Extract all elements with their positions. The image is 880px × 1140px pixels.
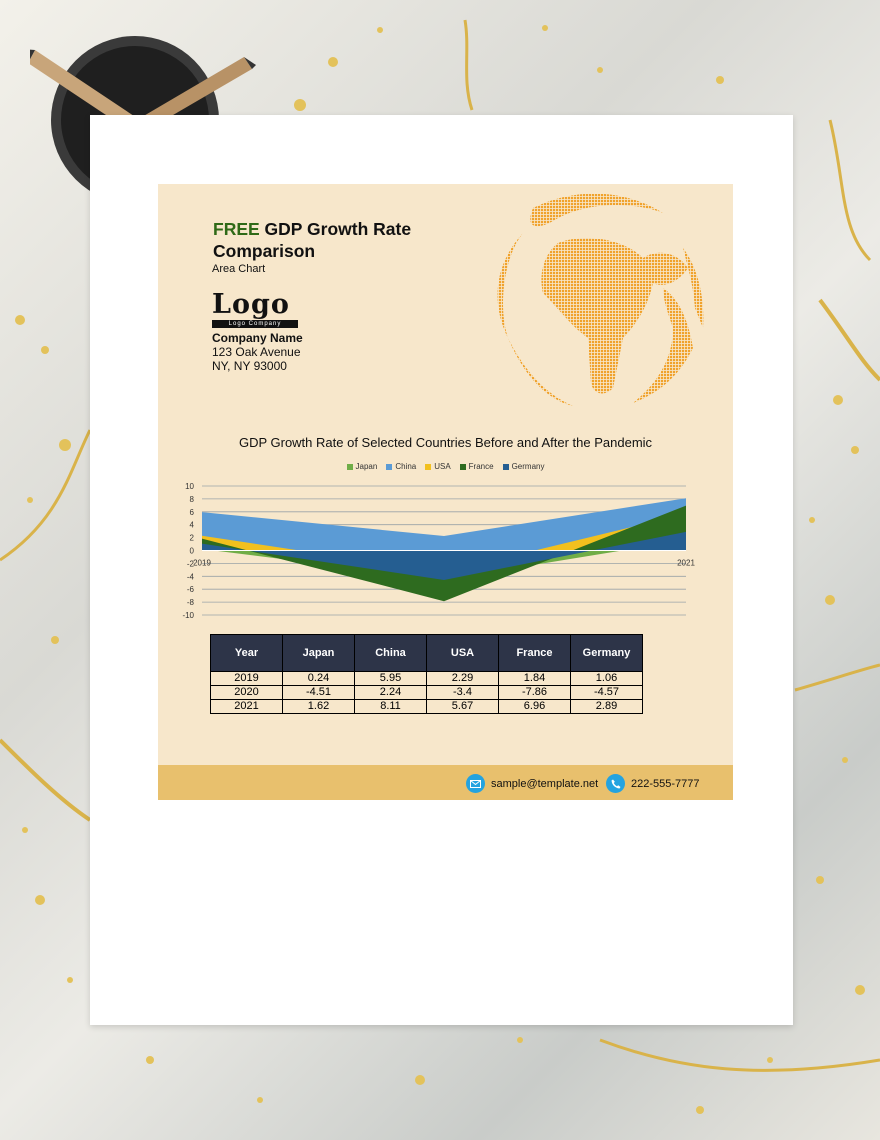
y-tick-label: 6: [189, 507, 194, 517]
logo-word: Logo: [212, 289, 290, 320]
legend-item: [503, 462, 545, 471]
y-tick-label: -4: [186, 572, 194, 582]
globe-illustration: [463, 188, 713, 410]
table-cell: 1.62: [283, 700, 355, 714]
table-cell: 5.67: [427, 700, 499, 714]
table-header-cell: USA: [427, 635, 499, 672]
table-row: [211, 672, 643, 686]
address-line-2: NY, NY 93000: [212, 359, 287, 373]
chart-legend: [158, 462, 733, 471]
document-subtitle: Area Chart: [212, 263, 266, 275]
x-tick-label: 2019: [193, 558, 211, 568]
email-text[interactable]: sample@template.net: [491, 777, 599, 790]
document-title: [213, 218, 443, 262]
table-header-cell: China: [355, 635, 427, 672]
legend-item: [425, 462, 450, 471]
company-logo: [212, 290, 298, 328]
phone-icon: [606, 774, 625, 793]
phone-contact[interactable]: [606, 774, 700, 793]
y-tick-label: -10: [182, 611, 194, 620]
y-tick-label: 0: [189, 546, 194, 556]
company-name: Company Name: [212, 331, 303, 345]
y-tick-label: 2: [189, 533, 194, 543]
table-header-cell: Japan: [283, 635, 355, 672]
y-tick-label: -8: [186, 598, 194, 608]
table-cell: -7.86: [499, 686, 571, 700]
legend-swatch: [347, 464, 353, 470]
table-cell: 2021: [211, 700, 283, 714]
legend-item: [347, 462, 378, 471]
phone-text[interactable]: 222-555-7777: [631, 777, 700, 790]
y-tick-label: -2: [186, 559, 194, 569]
table-cell: 1.84: [499, 672, 571, 686]
table-cell: 0.24: [283, 672, 355, 686]
legend-item: [460, 462, 494, 471]
table-cell: -3.4: [427, 686, 499, 700]
table-cell: 8.11: [355, 700, 427, 714]
table-row: [211, 700, 643, 714]
table-cell: -4.57: [571, 686, 643, 700]
table-header-row: [211, 635, 643, 672]
table-row: [211, 686, 643, 700]
company-address: [212, 331, 303, 373]
legend-label: Germany: [511, 462, 545, 471]
table-header-cell: Year: [211, 635, 283, 672]
document-footer: [158, 765, 733, 800]
legend-label: France: [468, 462, 494, 471]
legend-swatch: [460, 464, 466, 470]
y-tick-label: 8: [189, 494, 194, 504]
table-header-cell: Germany: [571, 635, 643, 672]
table-header-cell: France: [499, 635, 571, 672]
title-main: GDP Growth Rate Comparison: [213, 219, 412, 261]
table-cell: 2.89: [571, 700, 643, 714]
x-tick-label: 2021: [677, 558, 695, 568]
legend-swatch: [503, 464, 509, 470]
email-icon: [466, 774, 485, 793]
legend-label: Japan: [355, 462, 378, 471]
logo-tagline: Logo Company: [212, 320, 298, 328]
chart-title: GDP Growth Rate of Selected Countries Before and After the Pandemic: [238, 435, 653, 450]
address-line-1: 123 Oak Avenue: [212, 345, 301, 359]
table-cell: 1.06: [571, 672, 643, 686]
table-cell: 6.96: [499, 700, 571, 714]
y-tick-label: 4: [189, 520, 194, 530]
gdp-data-table: [210, 634, 643, 714]
table-cell: 5.95: [355, 672, 427, 686]
legend-swatch: [425, 464, 431, 470]
document-page: [158, 184, 733, 800]
table-cell: 2019: [211, 672, 283, 686]
table-cell: -4.51: [283, 686, 355, 700]
area-chart: [158, 474, 733, 624]
email-contact[interactable]: [466, 774, 598, 793]
legend-label: China: [395, 462, 417, 471]
table-cell: 2.29: [427, 672, 499, 686]
y-tick-label: -6: [186, 585, 194, 595]
legend-label: USA: [434, 462, 451, 471]
table-cell: 2.24: [355, 686, 427, 700]
legend-swatch: [386, 464, 392, 470]
title-free-highlight: FREE: [213, 219, 260, 239]
legend-item: [386, 462, 416, 471]
y-tick-label: 10: [185, 482, 194, 491]
table-cell: 2020: [211, 686, 283, 700]
